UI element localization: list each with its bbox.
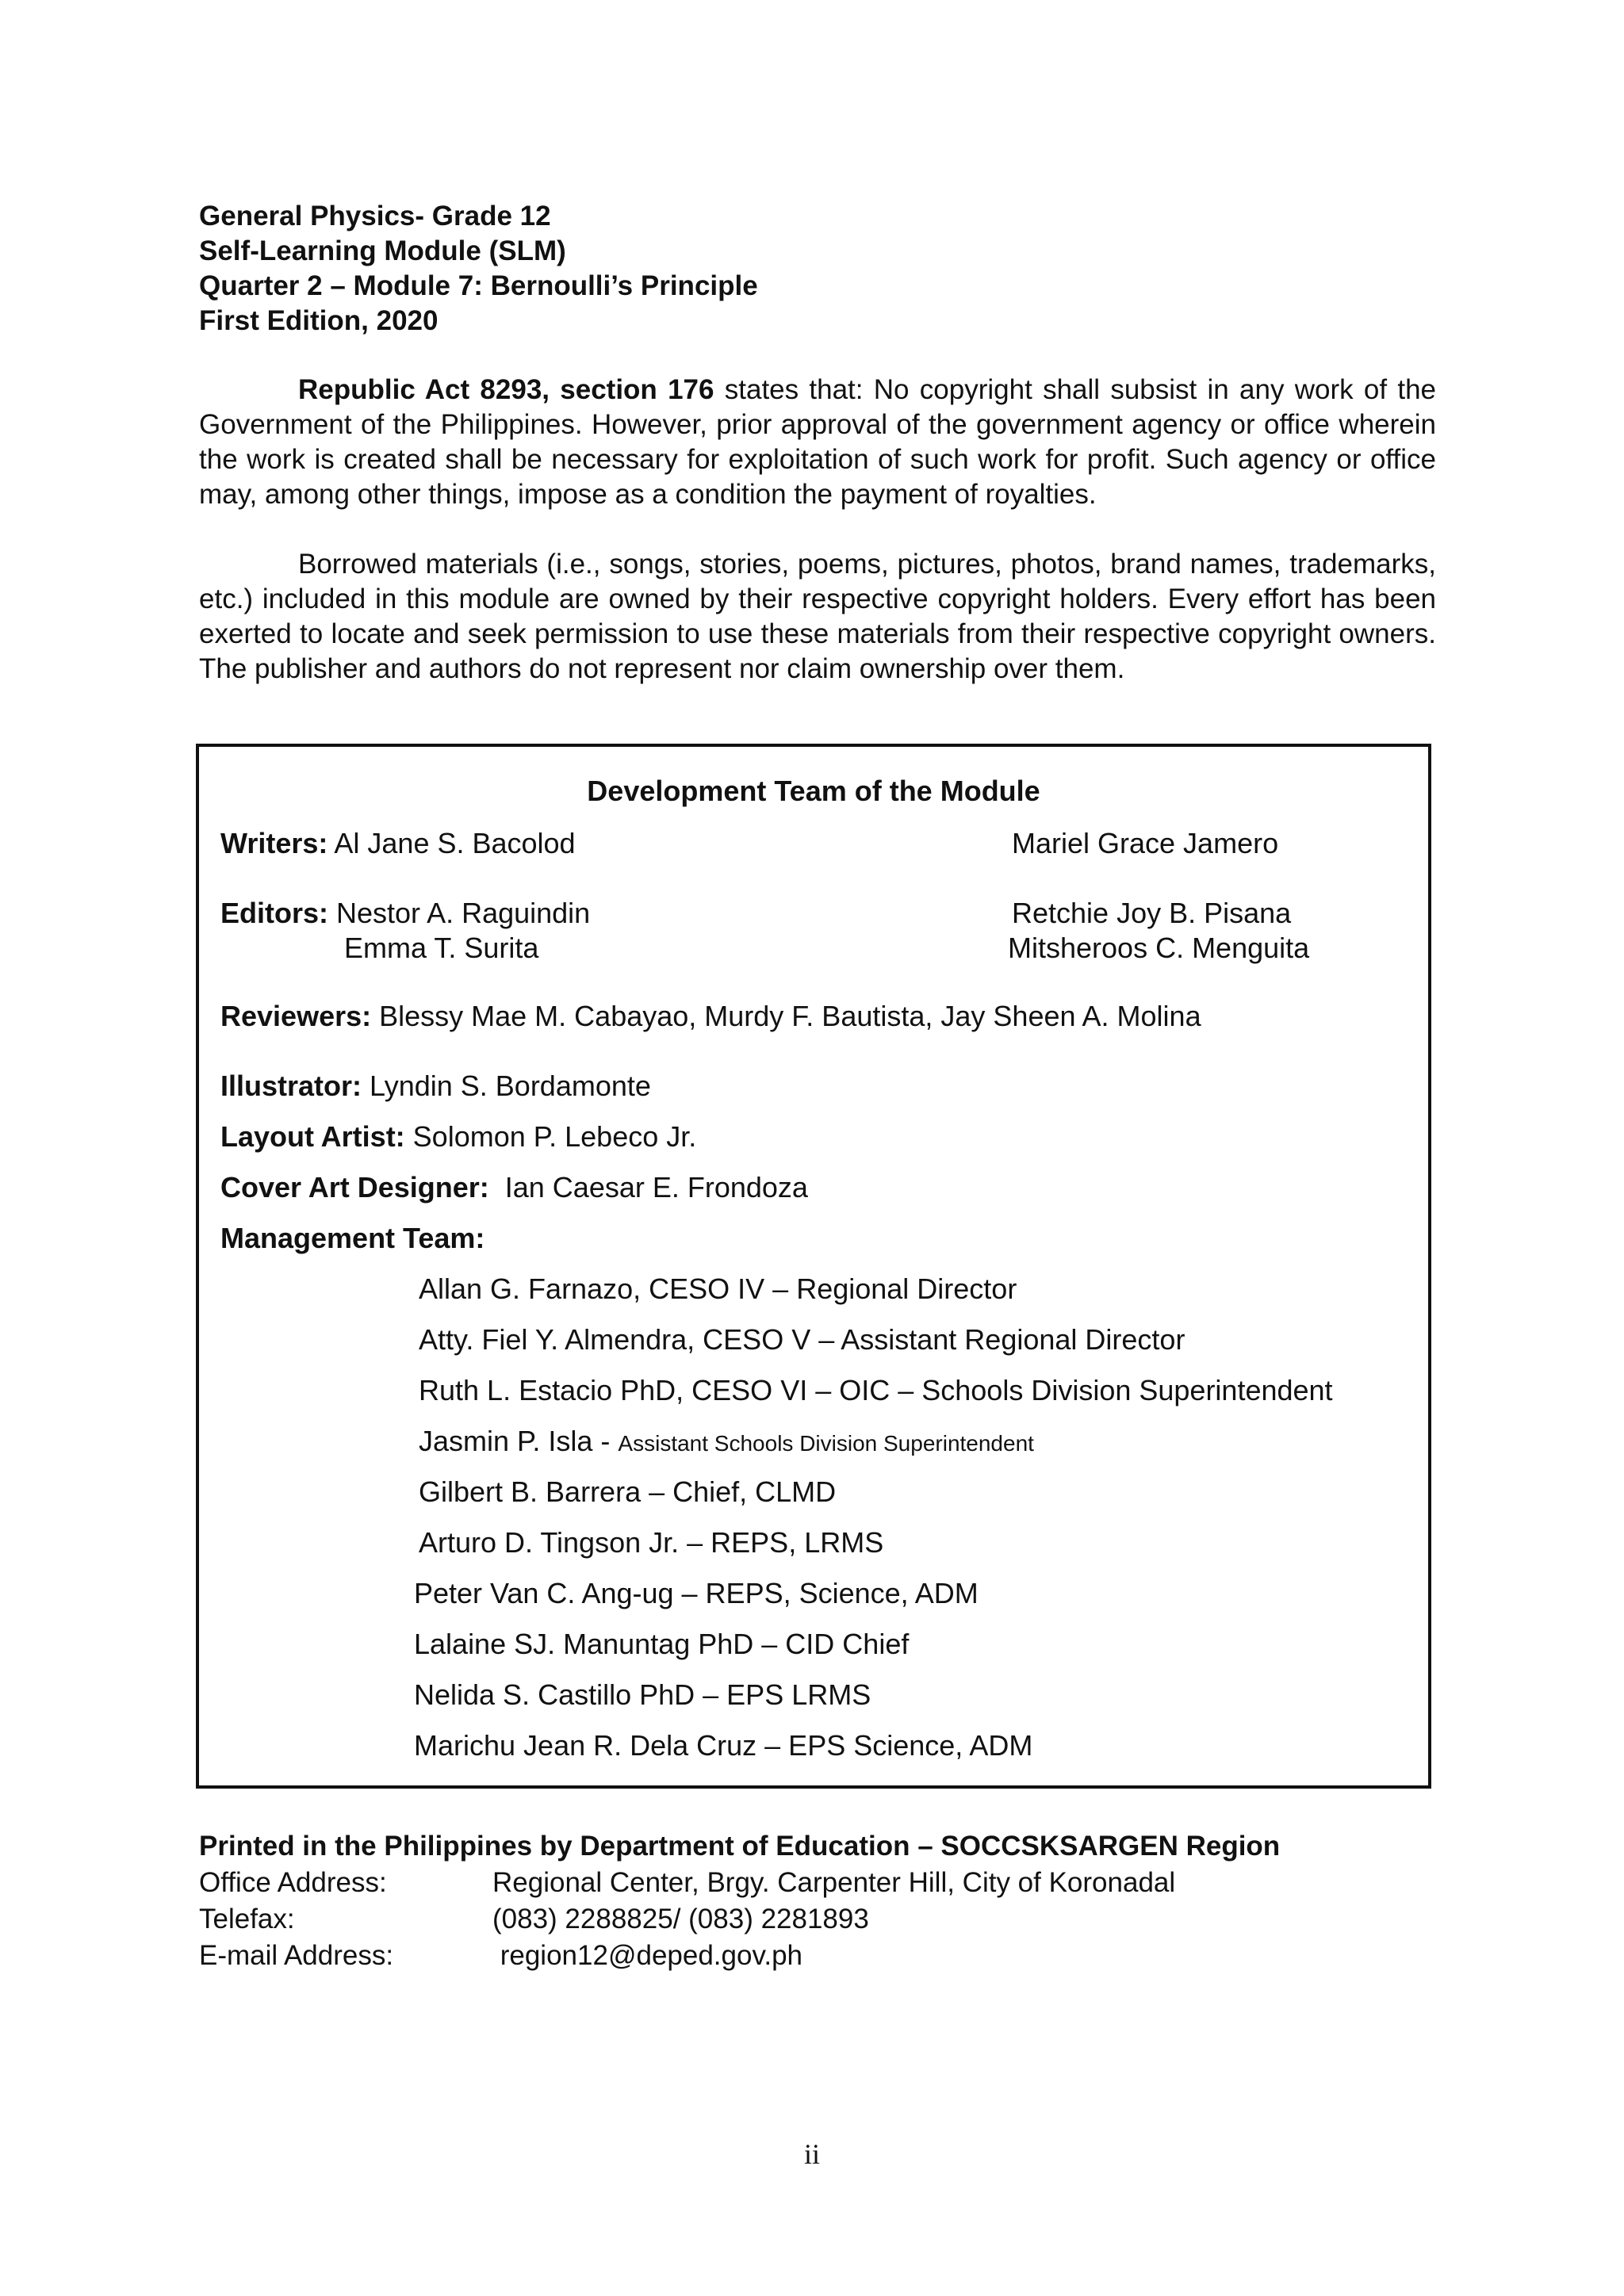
reviewers-names: Blessy Mae M. Cabayao, Murdy F. Bautista, Jay Sheen A. Molina [371, 1000, 1201, 1032]
reviewers-label: Reviewers: [220, 1000, 372, 1032]
editor-2: Retchie Joy B. Pisana [1012, 897, 1292, 929]
writer-1: Al Jane S. Bacolod [327, 827, 576, 859]
management-member: Allan G. Farnazo, CESO IV – Regional Director [419, 1272, 1017, 1305]
module-quarter-title: Quarter 2 – Module 7: Bernoulli’s Principle [199, 270, 758, 301]
layout-artist-label: Layout Artist: [220, 1120, 405, 1153]
editor-4: Mitsheroos C. Menguita [1008, 932, 1310, 964]
borrowed-materials-paragraph [199, 547, 1436, 687]
cover-designer-name: Ian Caesar E. Frondoza [488, 1171, 808, 1203]
illustrator-label: Illustrator: [220, 1070, 362, 1102]
editor-1: Nestor A. Raguindin [328, 897, 591, 929]
team-box-title: Development Team of the Module [587, 775, 1040, 807]
management-member: Atty. Fiel Y. Almendra, CESO V – Assistant Regional Director [419, 1323, 1185, 1356]
writers-row [220, 826, 576, 861]
copyright-paragraph [199, 373, 1436, 512]
editors-row [220, 896, 590, 931]
telefax-value: (083) 2288825/ (083) 2281893 [492, 1904, 869, 1934]
layout-artist-name: Solomon P. Lebeco Jr. [404, 1120, 697, 1153]
management-member: Nelida S. Castillo PhD – EPS LRMS [414, 1678, 871, 1711]
illustrator-name: Lyndin S. Bordamonte [362, 1070, 651, 1102]
office-address-value: Regional Center, Brgy. Carpenter Hill, City of Koronadal [492, 1867, 1176, 1898]
management-member: Gilbert B. Barrera – Chief, CLMD [419, 1475, 837, 1508]
subject-title: General Physics- Grade 12 [199, 201, 551, 232]
edition: First Edition, 2020 [199, 305, 439, 336]
writer-2: Mariel Grace Jamero [1012, 827, 1279, 859]
management-member: Marichu Jean R. Dela Cruz – EPS Science, ADM [414, 1729, 1033, 1762]
management-member: Ruth L. Estacio PhD, CESO VI – OIC – Schools Division Superintendent [419, 1374, 1333, 1406]
management-team-label: Management Team: [220, 1222, 485, 1254]
management-member: Arturo D. Tingson Jr. – REPS, LRMS [419, 1526, 884, 1559]
module-title-block [199, 199, 758, 339]
cover-designer-row [220, 1170, 808, 1205]
management-member: Jasmin P. Isla - [419, 1425, 619, 1457]
copyright-law-reference: Republic Act 8293, section 176 [298, 374, 714, 405]
page-number: ii [803, 2138, 820, 2170]
email-row [199, 1938, 1280, 1974]
email-label: E-mail Address: [199, 1940, 394, 1971]
writers-label: Writers: [220, 827, 328, 859]
printed-by: Printed in the Philippines by Department of Education – SOCCSKSARGEN Region [199, 1831, 1281, 1862]
cover-designer-label: Cover Art Designer: [220, 1171, 489, 1203]
copyright-text: states that: No copyright shall subsist in any work of the Government of the Philippines. However, prior approval of the government agency or office wherein the work is created shall be necessary for exploitation of such work for profit. Such agency or office may, among other things, impose as a condition the payment of royalties. [199, 374, 1436, 510]
management-member-title-small: Assistant Schools Division Superintendent [618, 1431, 1034, 1456]
telefax-label: Telefax: [199, 1904, 295, 1934]
borrowed-materials-text: Borrowed materials (i.e., songs, stories, poems, pictures, photos, brand names, trademarks, etc.) included in this module are owned by their respective copyright holders. Every effort has been exerted to locate and seek permission to use these materials from their respective copyright owners. The publisher and authors do not represent nor claim ownership over them. [199, 549, 1436, 684]
editor-3: Emma T. Surita [344, 932, 539, 964]
office-address-label: Office Address: [199, 1867, 387, 1898]
management-member-jasmin [419, 1424, 1034, 1461]
management-team-row [220, 1221, 485, 1256]
module-type: Self-Learning Module (SLM) [199, 235, 566, 266]
illustrator-row [220, 1069, 651, 1104]
office-address-row [199, 1865, 1280, 1901]
printing-info [199, 1828, 1280, 1974]
editors-label: Editors: [220, 897, 329, 929]
reviewers-row [220, 999, 1201, 1034]
telefax-row [199, 1901, 1280, 1938]
layout-artist-row [220, 1119, 696, 1154]
management-member: Lalaine SJ. Manuntag PhD – CID Chief [414, 1628, 910, 1660]
development-team-box [196, 744, 1431, 1789]
email-value: region12@deped.gov.ph [492, 1940, 803, 1971]
management-member: Peter Van C. Ang-ug – REPS, Science, ADM [414, 1577, 979, 1609]
